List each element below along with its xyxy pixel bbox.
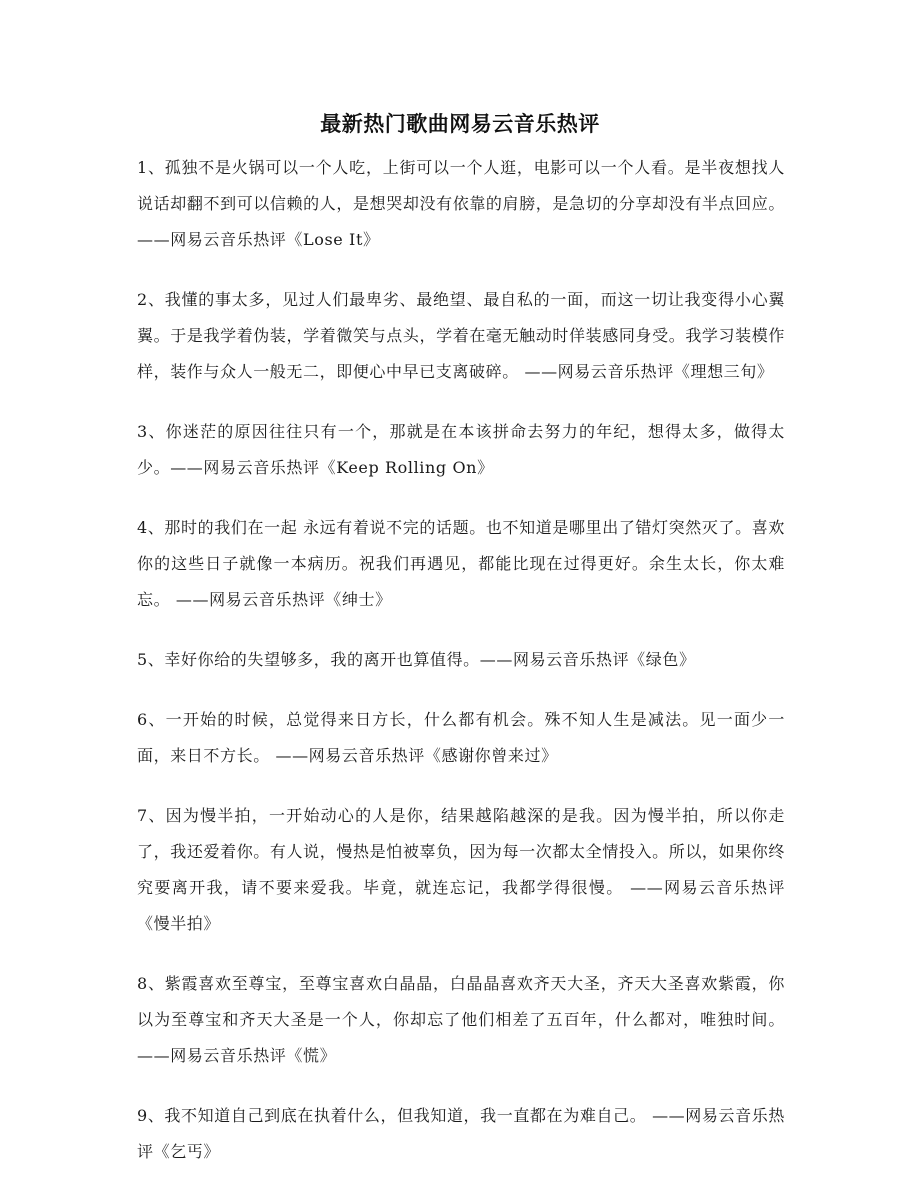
comment-entry-4: 4、那时的我们在一起 永远有着说不完的话题。也不知道是哪里出了错灯突然灭了。喜欢你的这些日子就像一本病历。祝我们再遇见，都能比现在过得更好。余生太长，你太难忘。 ——网易云音乐热评《绅士》: [137, 518, 785, 609]
comment-entry-5: 5、幸好你给的失望够多，我的离开也算值得。——网易云音乐热评《绿色》: [137, 650, 696, 669]
comment-entry-3: 3、你迷茫的原因往往只有一个，那就是在本该拼命去努力的年纪，想得太多，做得太少。——网易云音乐热评《Keep Rolling On》: [137, 422, 785, 477]
comment-entry-7: 7、因为慢半拍，一开始动心的人是你，结果越陷越深的是我。因为慢半拍，所以你走了，我还爱着你。有人说，慢热是怕被辜负，因为每一次都太全情投入。所以，如果你终究要离开我，请不要来爱我。毕竟，就连忘记，我都学得很慢。 ——网易云音乐热评《慢半拍》: [137, 806, 785, 933]
comment-list: [137, 150, 785, 1194]
document-title: 最新热门歌曲网易云音乐热评: [320, 111, 600, 136]
comment-entry-6: 6、一开始的时候，总觉得来日方长，什么都有机会。殊不知人生是减法。见一面少一面，来日不方长。 ——网易云音乐热评《感谢你曾来过》: [137, 710, 785, 765]
comment-entry-9: 9、我不知道自己到底在执着什么，但我知道，我一直都在为难自己。 ——网易云音乐热评《乞丐》: [137, 1106, 785, 1161]
comment-entry-2: 2、我懂的事太多，见过人们最卑劣、最绝望、最自私的一面，而这一切让我变得小心翼翼。于是我学着伪装，学着微笑与点头，学着在毫无触动时佯装感同身受。我学习装模作样，装作与众人一般无二，即便心中早已支离破碎。 ——网易云音乐热评《理想三旬》: [137, 290, 785, 381]
comment-entry-1: 1、孤独不是火锅可以一个人吃，上街可以一个人逛，电影可以一个人看。是半夜想找人说话却翻不到可以信赖的人，是想哭却没有依靠的肩膀，是急切的分享却没有半点回应。——网易云音乐热评《Lose It》: [137, 158, 785, 249]
comment-entry-8: 8、紫霞喜欢至尊宝，至尊宝喜欢白晶晶，白晶晶喜欢齐天大圣，齐天大圣喜欢紫霞，你以为至尊宝和齐天大圣是一个人，你却忘了他们相差了五百年，什么都对，唯独时间。——网易云音乐热评《慌》: [137, 974, 785, 1065]
